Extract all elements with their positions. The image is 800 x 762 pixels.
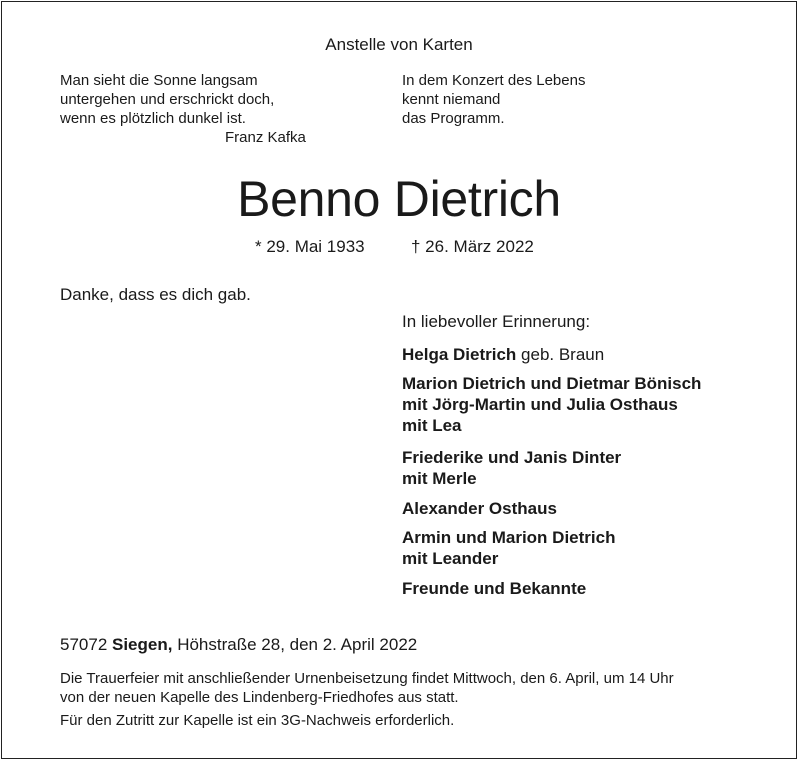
- mourner-line: mit Lea: [402, 416, 462, 435]
- mourner-group-6: [402, 578, 586, 599]
- mourner-line: Marion Dietrich und Dietmar Bönisch: [402, 374, 702, 393]
- deceased-name: Benno Dietrich: [237, 171, 561, 227]
- funeral-line: Die Trauerfeier mit anschließender Urnenbeisetzung findet Mittwoch, den 6. April, um 14 Uhr: [60, 670, 674, 687]
- header-text: Anstelle von Karten: [325, 35, 473, 54]
- mourner-group-5: [402, 527, 615, 569]
- quote-right: [402, 71, 702, 128]
- quote-right-line: kennt niemand: [402, 91, 501, 108]
- death-date: † 26. März 2022: [411, 237, 534, 256]
- address-city: Siegen,: [112, 635, 173, 654]
- quote-right-line: In dem Konzert des Lebens: [402, 72, 586, 89]
- mourner-line: Alexander Osthaus: [402, 499, 557, 518]
- mourner-maiden-name: geb. Braun: [516, 345, 605, 364]
- quote-left-line: wenn es plötzlich dunkel ist.: [60, 110, 246, 127]
- quote-right-line: das Programm.: [402, 110, 505, 127]
- thanks-text: Danke, dass es dich gab.: [60, 285, 251, 304]
- mourner-line: Friederike und Janis Dinter: [402, 448, 622, 467]
- mourner-line: Armin und Marion Dietrich: [402, 528, 616, 547]
- address-line: [60, 634, 417, 655]
- mourner-line: Freunde und Bekannte: [402, 579, 587, 598]
- address-rest: Höhstraße 28, den 2. April 2022: [172, 635, 418, 654]
- address-zip: 57072: [60, 635, 112, 654]
- mourner-line: mit Merle: [402, 469, 477, 488]
- mourner-group-1: [402, 344, 604, 365]
- mourner-line: mit Leander: [402, 549, 499, 568]
- mourner-group-3: [402, 447, 621, 489]
- mourner-name: Helga Dietrich: [402, 345, 517, 364]
- quote-left-line: Man sieht die Sonne langsam: [60, 72, 258, 89]
- birth-date: * 29. Mai 1933: [255, 237, 365, 256]
- memory-intro: In liebevoller Erinnerung:: [402, 312, 591, 331]
- mourner-group-2: [402, 373, 701, 436]
- access-notice: Für den Zutritt zur Kapelle ist ein 3G-Nachweis erforderlich.: [60, 712, 455, 729]
- mourner-group-4: [402, 498, 557, 519]
- quote-author: Franz Kafka: [225, 129, 306, 146]
- funeral-info: [60, 669, 780, 707]
- quote-left-line: untergehen und erschrickt doch,: [60, 91, 275, 108]
- funeral-line: von der neuen Kapelle des Lindenberg-Friedhofes aus statt.: [60, 689, 459, 706]
- mourner-line: mit Jörg-Martin und Julia Osthaus: [402, 395, 678, 414]
- quote-left: [60, 71, 360, 147]
